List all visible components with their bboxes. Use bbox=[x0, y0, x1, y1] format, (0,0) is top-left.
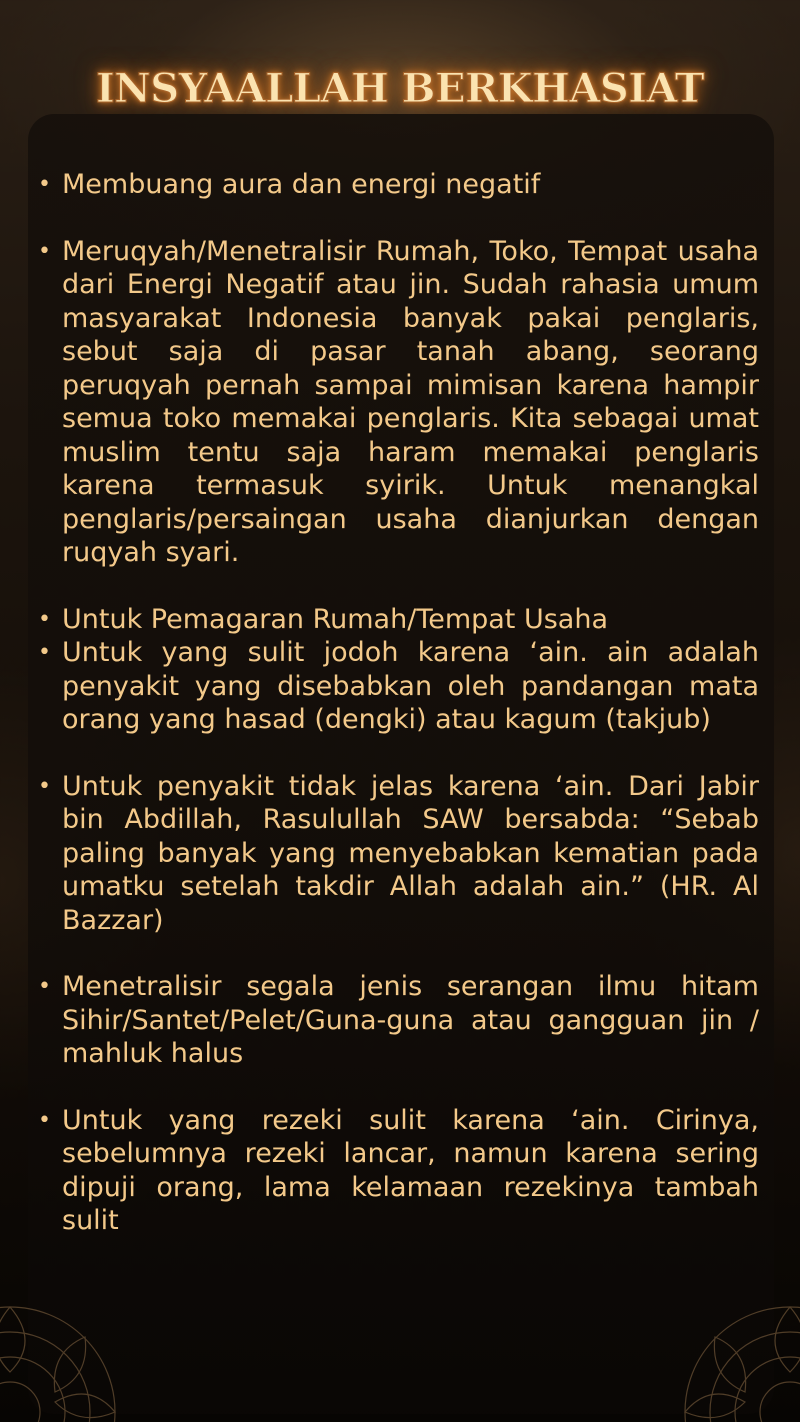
list-item bbox=[38, 770, 759, 938]
list-item-text: Membuang aura dan energi negatif bbox=[62, 169, 541, 200]
bullet: • bbox=[38, 238, 51, 264]
list-item-text: Meruqyah/Menetralisir Rumah, Toko, Tempat usaha dari Energi Negatif atau jin. Sudah rahasia umum masyarakat Indonesia banyak pakai penglaris, sebut saja di pasar tanah abang, seorang peruqyah pernah sampai mimisan karena hampir semua toko memakai penglaris. Kita sebagai umat muslim tentu saja haram memakai penglaris karena termasuk syirik. Untuk menangkal penglaris/persaingan usaha dianjurkan dengan ruqyah syari. bbox=[62, 235, 759, 568]
list-item-text: Untuk penyakit tidak jelas karena ‘ain. Dari Jabir bin Abdillah, Rasulullah SAW bersabda: “Sebab paling banyak yang menyebabkan kematian pada umatku setelah takdir Allah adalah ain.” (HR. Al Bazzar) bbox=[62, 770, 759, 936]
list-item bbox=[38, 603, 759, 637]
list-item bbox=[38, 235, 759, 570]
bullet: • bbox=[38, 172, 51, 197]
list-item-text: Untuk yang sulit jodoh karena ‘ain. ain adalah penyakit yang disebabkan oleh pandangan mata orang yang hasad (dengki) atau kagum (takjub) bbox=[62, 637, 759, 735]
list-item-text: Untuk Pemagaran Rumah/Tempat Usaha bbox=[62, 603, 609, 635]
list-item-text: Untuk yang rezeki sulit karena ‘ain. Cirinya, sebelumnya rezeki lancar, namun karena sering dipuji orang, lama kelamaan rezekinya tambah sulit bbox=[62, 1104, 759, 1236]
mandala-ornament-icon bbox=[670, 1252, 800, 1422]
bullet: • bbox=[38, 1107, 51, 1133]
list-item bbox=[38, 168, 759, 202]
bullet: • bbox=[38, 640, 51, 665]
bullet: • bbox=[38, 773, 51, 799]
list-item bbox=[38, 1104, 759, 1238]
mandala-ornament-icon bbox=[0, 1252, 130, 1422]
list-item bbox=[38, 636, 759, 737]
bullet: • bbox=[38, 606, 51, 632]
bullet: • bbox=[38, 974, 51, 999]
list-item-text: Menetralisir segala jenis serangan ilmu hitam Sihir/Santet/Pelet/Guna-guna atau gangguan jin / mahluk halus bbox=[62, 971, 759, 1069]
list-item bbox=[38, 970, 759, 1071]
benefits-list bbox=[38, 168, 759, 1238]
page-title: INSYAALLAH BERKHASIAT bbox=[95, 64, 705, 112]
